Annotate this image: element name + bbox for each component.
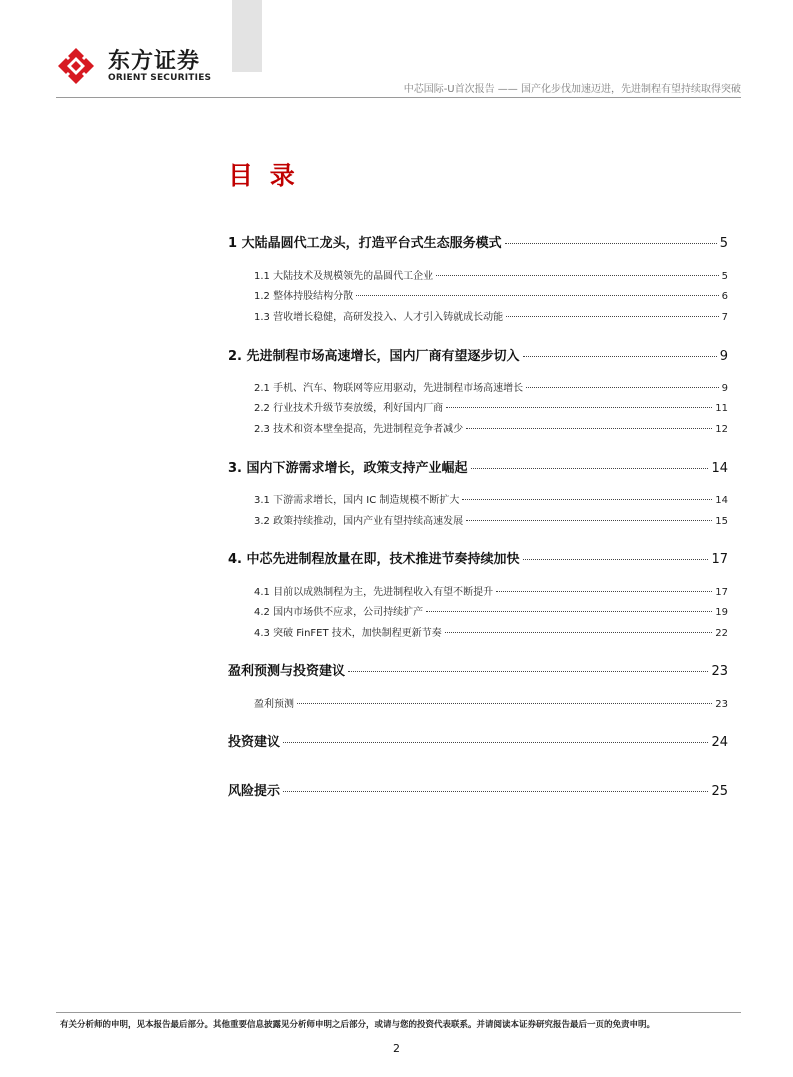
- toc-entry-page: 23: [711, 664, 728, 679]
- header-divider: [56, 97, 741, 98]
- toc-entry-label: 2. 先进制程市场高速增长，国内厂商有望逐步切入: [228, 349, 520, 364]
- running-header-title: 中芯国际-U首次报告 —— 国产化步伐加速迈进，先进制程有望持续取得突破: [403, 84, 741, 95]
- toc-entry-page: 9: [719, 349, 728, 364]
- toc-entry-label: 3.1 下游需求增长，国内 IC 制造规模不断扩大: [254, 495, 460, 506]
- toc-dot-leader: [523, 559, 709, 560]
- toc-entry-section-1[interactable]: [228, 232, 728, 251]
- brand-name-en: ORIENT SECURITIES: [108, 73, 212, 83]
- toc-entry-investment-advice[interactable]: [228, 731, 728, 750]
- toc-entry-2-2[interactable]: [228, 399, 728, 414]
- toc-entry-page: 17: [715, 587, 728, 598]
- toc-entry-page: 7: [721, 312, 728, 323]
- toc-dot-leader: [526, 387, 719, 388]
- toc-dot-leader: [462, 499, 712, 500]
- toc-entry-label: 投资建议: [228, 735, 281, 750]
- toc-entry-2-3[interactable]: [228, 420, 728, 435]
- toc-entry-label: 1.3 营收增长稳健，高研发投入、人才引入铸就成长动能: [254, 312, 504, 323]
- toc-entry-page: 9: [721, 383, 728, 394]
- toc-entry-page: 14: [715, 495, 728, 506]
- toc-entry-label: 1 大陆晶圆代工龙头，打造平台式生态服务模式: [228, 236, 502, 251]
- brand-name-cn: 东方证券: [108, 49, 201, 74]
- toc-entry-label: 1.2 整体持股结构分散: [254, 291, 354, 302]
- toc-entry-page: 12: [715, 424, 728, 435]
- toc-entry-page: 25: [711, 784, 728, 799]
- toc-entry-1-1[interactable]: [228, 267, 728, 282]
- toc-entry-page: 19: [715, 607, 728, 618]
- toc-entry-label: 3. 国内下游需求增长，政策支持产业崛起: [228, 461, 468, 476]
- toc-dot-leader: [446, 407, 712, 408]
- toc-dot-leader: [297, 703, 712, 704]
- toc-entry-page: 17: [711, 552, 728, 567]
- toc-entry-page: 22: [715, 628, 728, 639]
- page-number: 2: [393, 1042, 400, 1055]
- toc-entry-page: 11: [715, 403, 728, 414]
- toc-entry-label: 3.2 政策持续推动，国内产业有望持续高速发展: [254, 516, 464, 527]
- toc-entry-4-1[interactable]: [228, 583, 728, 598]
- toc-dot-leader: [283, 791, 708, 792]
- toc-entry-4-3[interactable]: [228, 624, 728, 639]
- toc-entry-label: 1.1 大陆技术及规模领先的晶圆代工企业: [254, 271, 434, 282]
- toc-dot-leader: [466, 520, 712, 521]
- toc-entry-2-1[interactable]: [228, 379, 728, 394]
- toc-entry-3-1[interactable]: [228, 491, 728, 506]
- toc-entry-risk-warning[interactable]: [228, 780, 728, 799]
- toc-dot-leader: [283, 742, 708, 743]
- toc-dot-leader: [471, 468, 709, 469]
- toc-entry-page: 6: [721, 291, 728, 302]
- toc-heading: 目 录: [228, 161, 299, 190]
- toc-dot-leader: [356, 295, 719, 296]
- toc-entry-page: 15: [715, 516, 728, 527]
- toc-dot-leader: [523, 356, 717, 357]
- toc-dot-leader: [426, 611, 712, 612]
- toc-entry-label: 4. 中芯先进制程放量在即，技术推进节奏持续加快: [228, 552, 520, 567]
- toc-entry-3-2[interactable]: [228, 512, 728, 527]
- toc-entry-section-2[interactable]: [228, 345, 728, 364]
- toc-dot-leader: [506, 316, 719, 317]
- toc-entry-section-4[interactable]: [228, 548, 728, 567]
- toc-entry-label: 2.2 行业技术升级节奏放缓，利好国内厂商: [254, 403, 444, 414]
- toc-dot-leader: [436, 275, 719, 276]
- toc-entry-4-2[interactable]: [228, 603, 728, 618]
- toc-entry-earnings-forecast[interactable]: [228, 695, 728, 710]
- toc-dot-leader: [505, 243, 717, 244]
- orient-securities-logo-icon: [56, 46, 96, 86]
- toc-dot-leader: [348, 671, 708, 672]
- toc-dot-leader: [466, 428, 712, 429]
- footer-disclaimer: 有关分析师的申明，见本报告最后部分。其他重要信息披露见分析师申明之后部分，或请与您的投资代表联系。并请阅读本证券研究报告最后一页的免责申明。: [60, 1020, 656, 1030]
- toc-dot-leader: [445, 632, 713, 633]
- toc-entry-page: 24: [711, 735, 728, 750]
- toc-entry-earnings-and-investment[interactable]: [228, 660, 728, 679]
- toc-entry-page: 5: [721, 271, 728, 282]
- toc-entry-label: 4.1 目前以成熟制程为主，先进制程收入有望不断提升: [254, 587, 494, 598]
- toc-entry-label: 2.3 技术和资本壁垒提高，先进制程竞争者减少: [254, 424, 464, 435]
- toc-entry-label: 风险提示: [228, 784, 281, 799]
- toc-entry-1-3[interactable]: [228, 308, 728, 323]
- header-tab-decoration: [232, 0, 262, 72]
- toc-entry-page: 23: [715, 699, 728, 710]
- toc-entry-page: 5: [719, 236, 728, 251]
- toc-entry-label: 4.2 国内市场供不应求，公司持续扩产: [254, 607, 424, 618]
- toc-entry-label: 盈利预测: [254, 699, 294, 710]
- toc-entry-1-2[interactable]: [228, 287, 728, 302]
- toc-entry-label: 2.1 手机、汽车、物联网等应用驱动，先进制程市场高速增长: [254, 383, 524, 394]
- footer-divider: [56, 1012, 741, 1013]
- toc-entry-page: 14: [711, 461, 728, 476]
- toc-entry-label: 4.3 突破 FinFET 技术，加快制程更新节奏: [254, 628, 442, 639]
- toc-dot-leader: [496, 591, 712, 592]
- toc-entry-section-3[interactable]: [228, 457, 728, 476]
- toc-entry-label: 盈利预测与投资建议: [228, 664, 346, 679]
